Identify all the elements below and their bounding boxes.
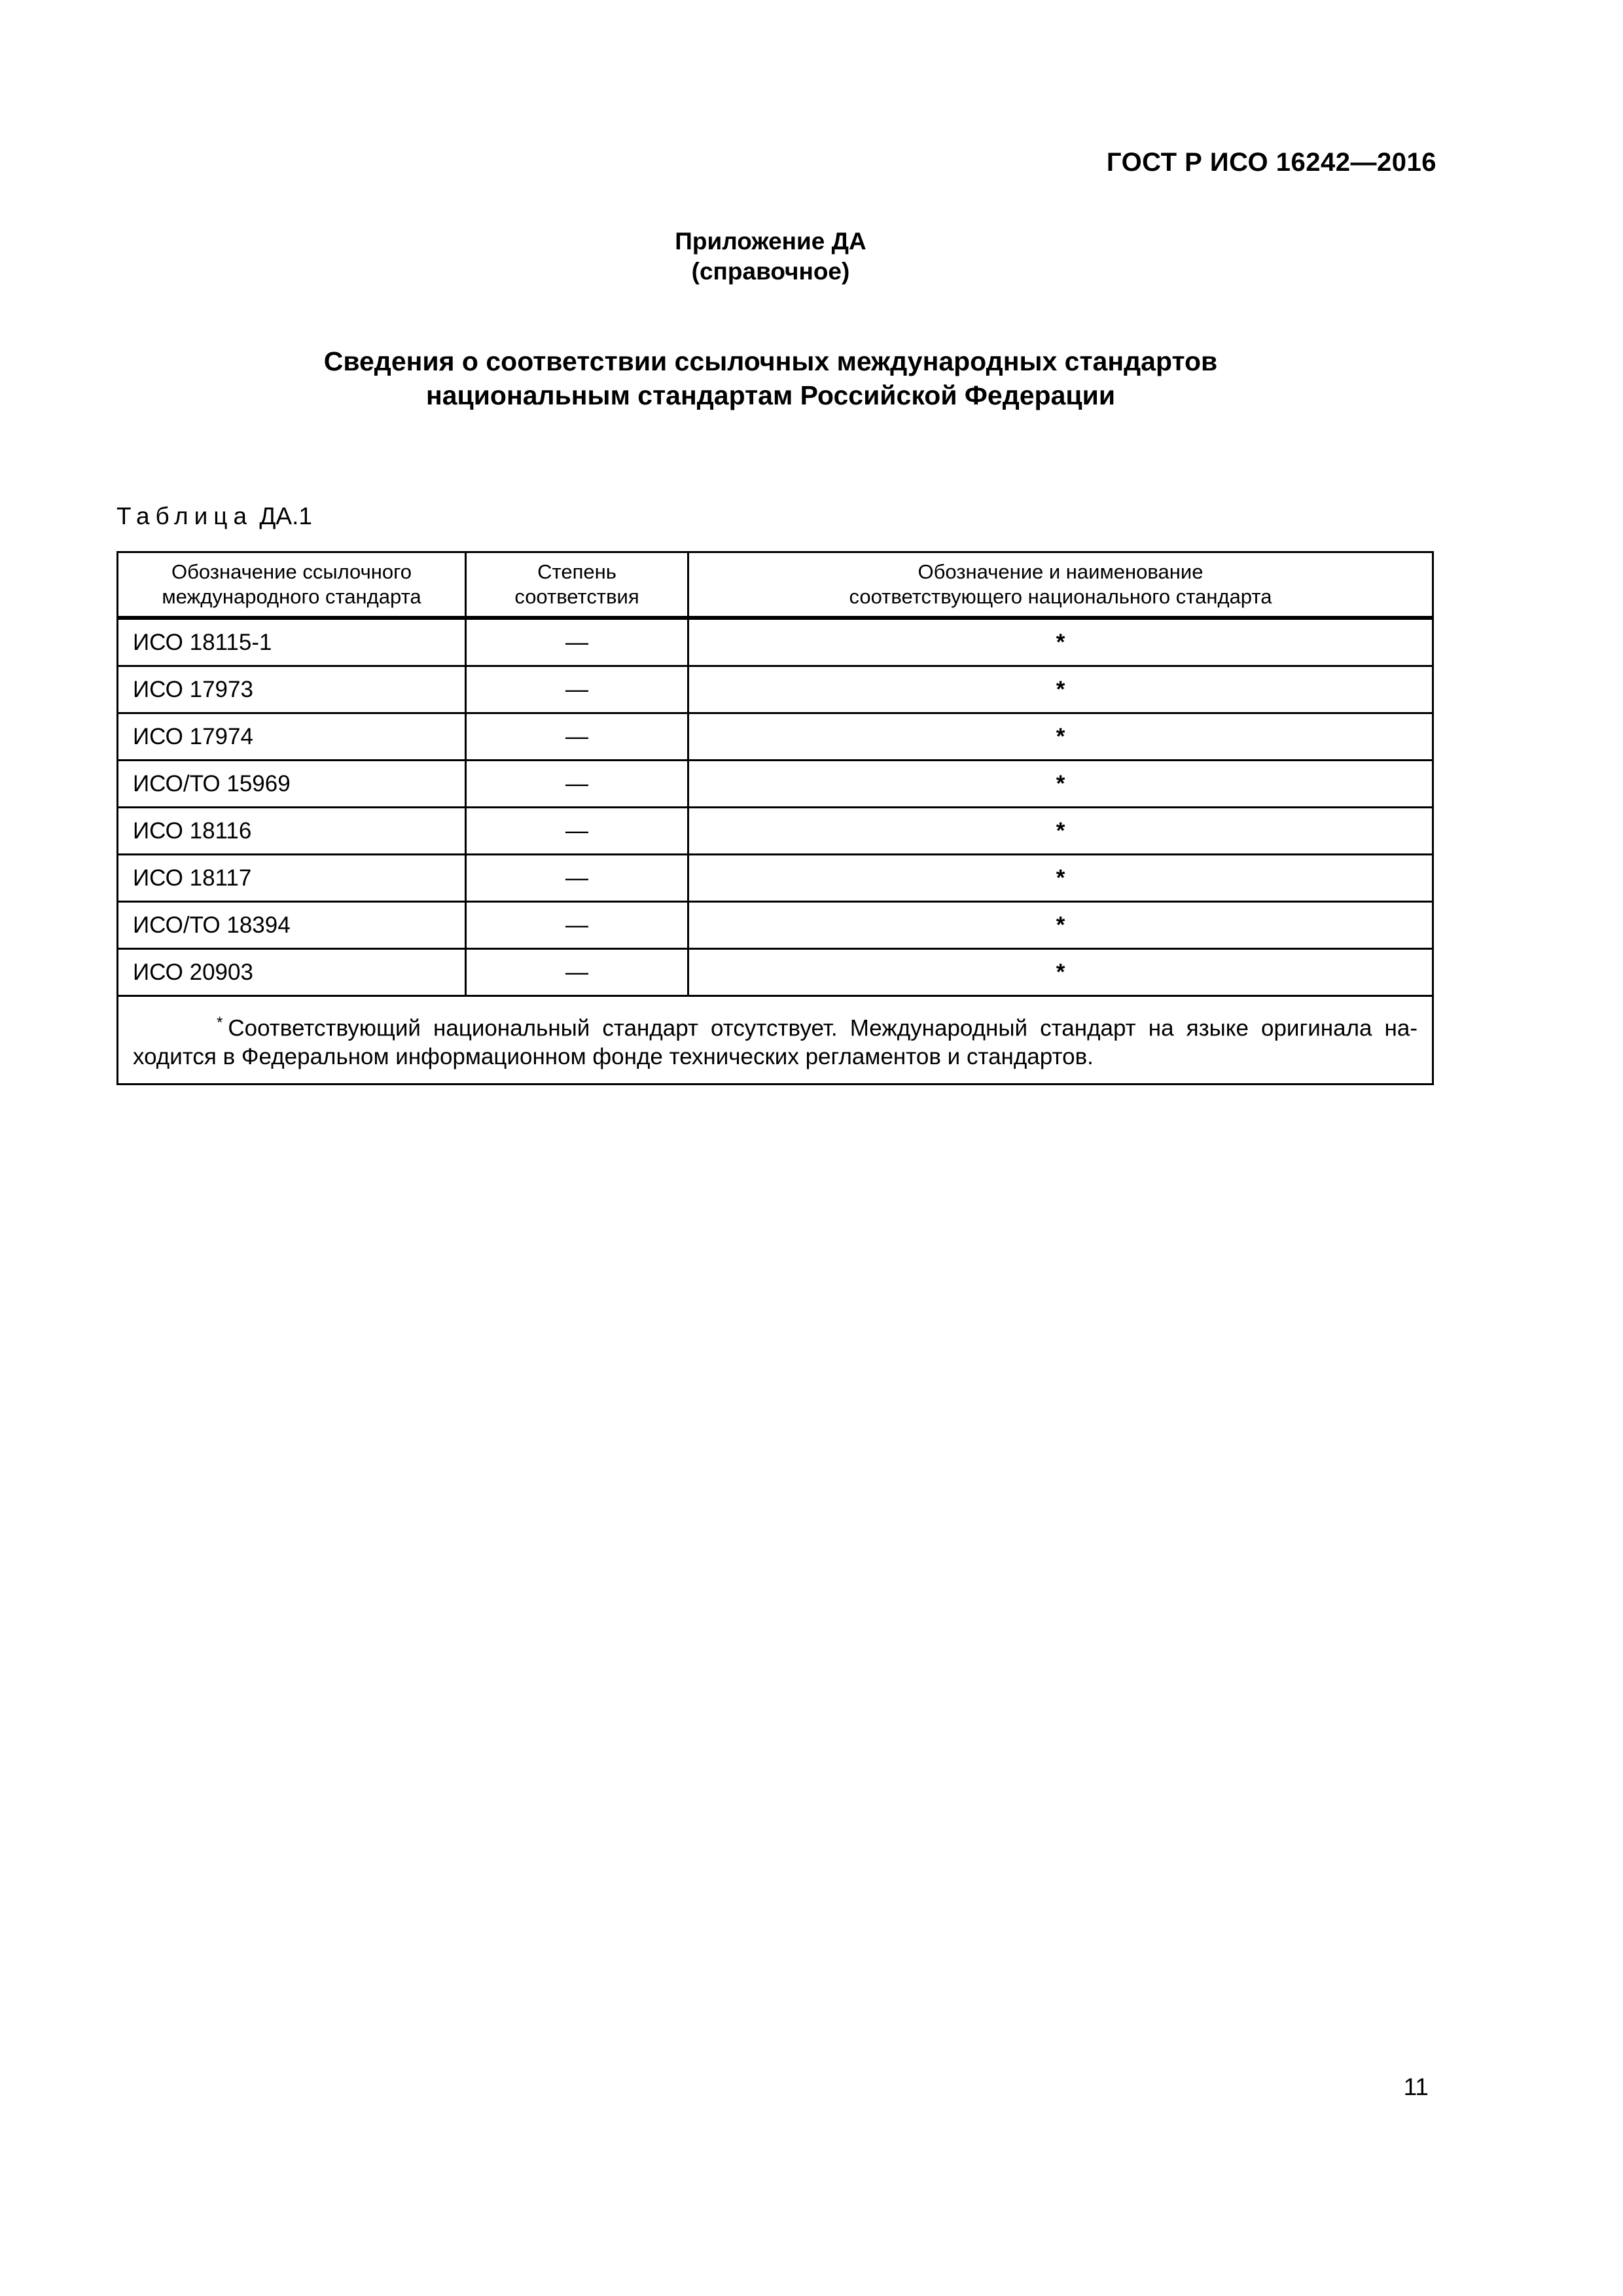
cell-national-standard: * xyxy=(688,949,1433,996)
cell-national-standard: * xyxy=(688,761,1433,808)
header-line: международного стандарта xyxy=(162,585,421,608)
cell-national-standard: * xyxy=(688,618,1433,666)
cell-standard-code: ИСО 18116 xyxy=(118,808,466,855)
cell-standard-code: ИСО 17973 xyxy=(118,666,466,713)
cell-standard-code: ИСО/ТО 18394 xyxy=(118,902,466,949)
appendix-title: Приложение ДА xyxy=(675,228,866,255)
footnote-text: Соответствующий национальный стандарт отсутствует. Международный стандарт на языке оригинала на-ходится в Федеральном информационном фонде технических регламентов и стандартов. xyxy=(133,1015,1418,1070)
cell-standard-code: ИСО 17974 xyxy=(118,713,466,761)
header-line: соответствующего национального стандарта xyxy=(849,585,1272,608)
cell-degree: — xyxy=(466,666,688,713)
cell-degree: — xyxy=(466,618,688,666)
table-header-row xyxy=(118,552,1433,619)
title-line-1: Сведения о соответствии ссылочных международных стандартов xyxy=(323,346,1218,376)
cell-standard-code: ИСО 18117 xyxy=(118,855,466,902)
table-footnote xyxy=(118,996,1433,1085)
table-row xyxy=(118,902,1433,949)
cell-degree: — xyxy=(466,855,688,902)
header-degree xyxy=(466,552,688,619)
header-national-standard xyxy=(688,552,1433,619)
cell-national-standard: * xyxy=(688,666,1433,713)
table-row xyxy=(118,713,1433,761)
cell-degree: — xyxy=(466,902,688,949)
table-row xyxy=(118,808,1433,855)
table-row xyxy=(118,761,1433,808)
page-number: 11 xyxy=(1403,2073,1429,2100)
appendix-kind: (справочное) xyxy=(691,258,850,285)
cell-national-standard: * xyxy=(688,855,1433,902)
cell-degree: — xyxy=(466,761,688,808)
header-line: соответствия xyxy=(514,585,639,608)
appendix-heading xyxy=(0,226,1541,287)
header-line: Обозначение ссылочного xyxy=(171,560,412,583)
cell-standard-code: ИСО 18115-1 xyxy=(118,618,466,666)
table-row xyxy=(118,855,1433,902)
cell-standard-code: ИСО 20903 xyxy=(118,949,466,996)
footnote-body xyxy=(133,1009,1418,1072)
document-code: ГОСТ Р ИСО 16242—2016 xyxy=(1106,148,1436,177)
header-international-standard xyxy=(118,552,466,619)
cell-national-standard: * xyxy=(688,808,1433,855)
cell-national-standard: * xyxy=(688,713,1433,761)
table-row xyxy=(118,949,1433,996)
table-row xyxy=(118,618,1433,666)
header-line: Обозначение и наименование xyxy=(918,560,1204,583)
cell-national-standard: * xyxy=(688,902,1433,949)
cell-degree: — xyxy=(466,713,688,761)
cell-standard-code: ИСО/ТО 15969 xyxy=(118,761,466,808)
table-row xyxy=(118,666,1433,713)
standards-table xyxy=(116,551,1434,1085)
cell-degree: — xyxy=(466,949,688,996)
footnote-mark: * xyxy=(217,1013,223,1031)
table-caption-id: ДА.1 xyxy=(259,503,312,529)
table-footnote-row xyxy=(118,996,1433,1085)
header-line: Степень xyxy=(537,560,616,583)
title-line-2: национальным стандартам Российской Федерации xyxy=(425,380,1116,410)
table-caption-word: Таблица xyxy=(116,503,253,529)
table-caption xyxy=(116,503,312,530)
cell-degree: — xyxy=(466,808,688,855)
document-title xyxy=(0,344,1541,412)
